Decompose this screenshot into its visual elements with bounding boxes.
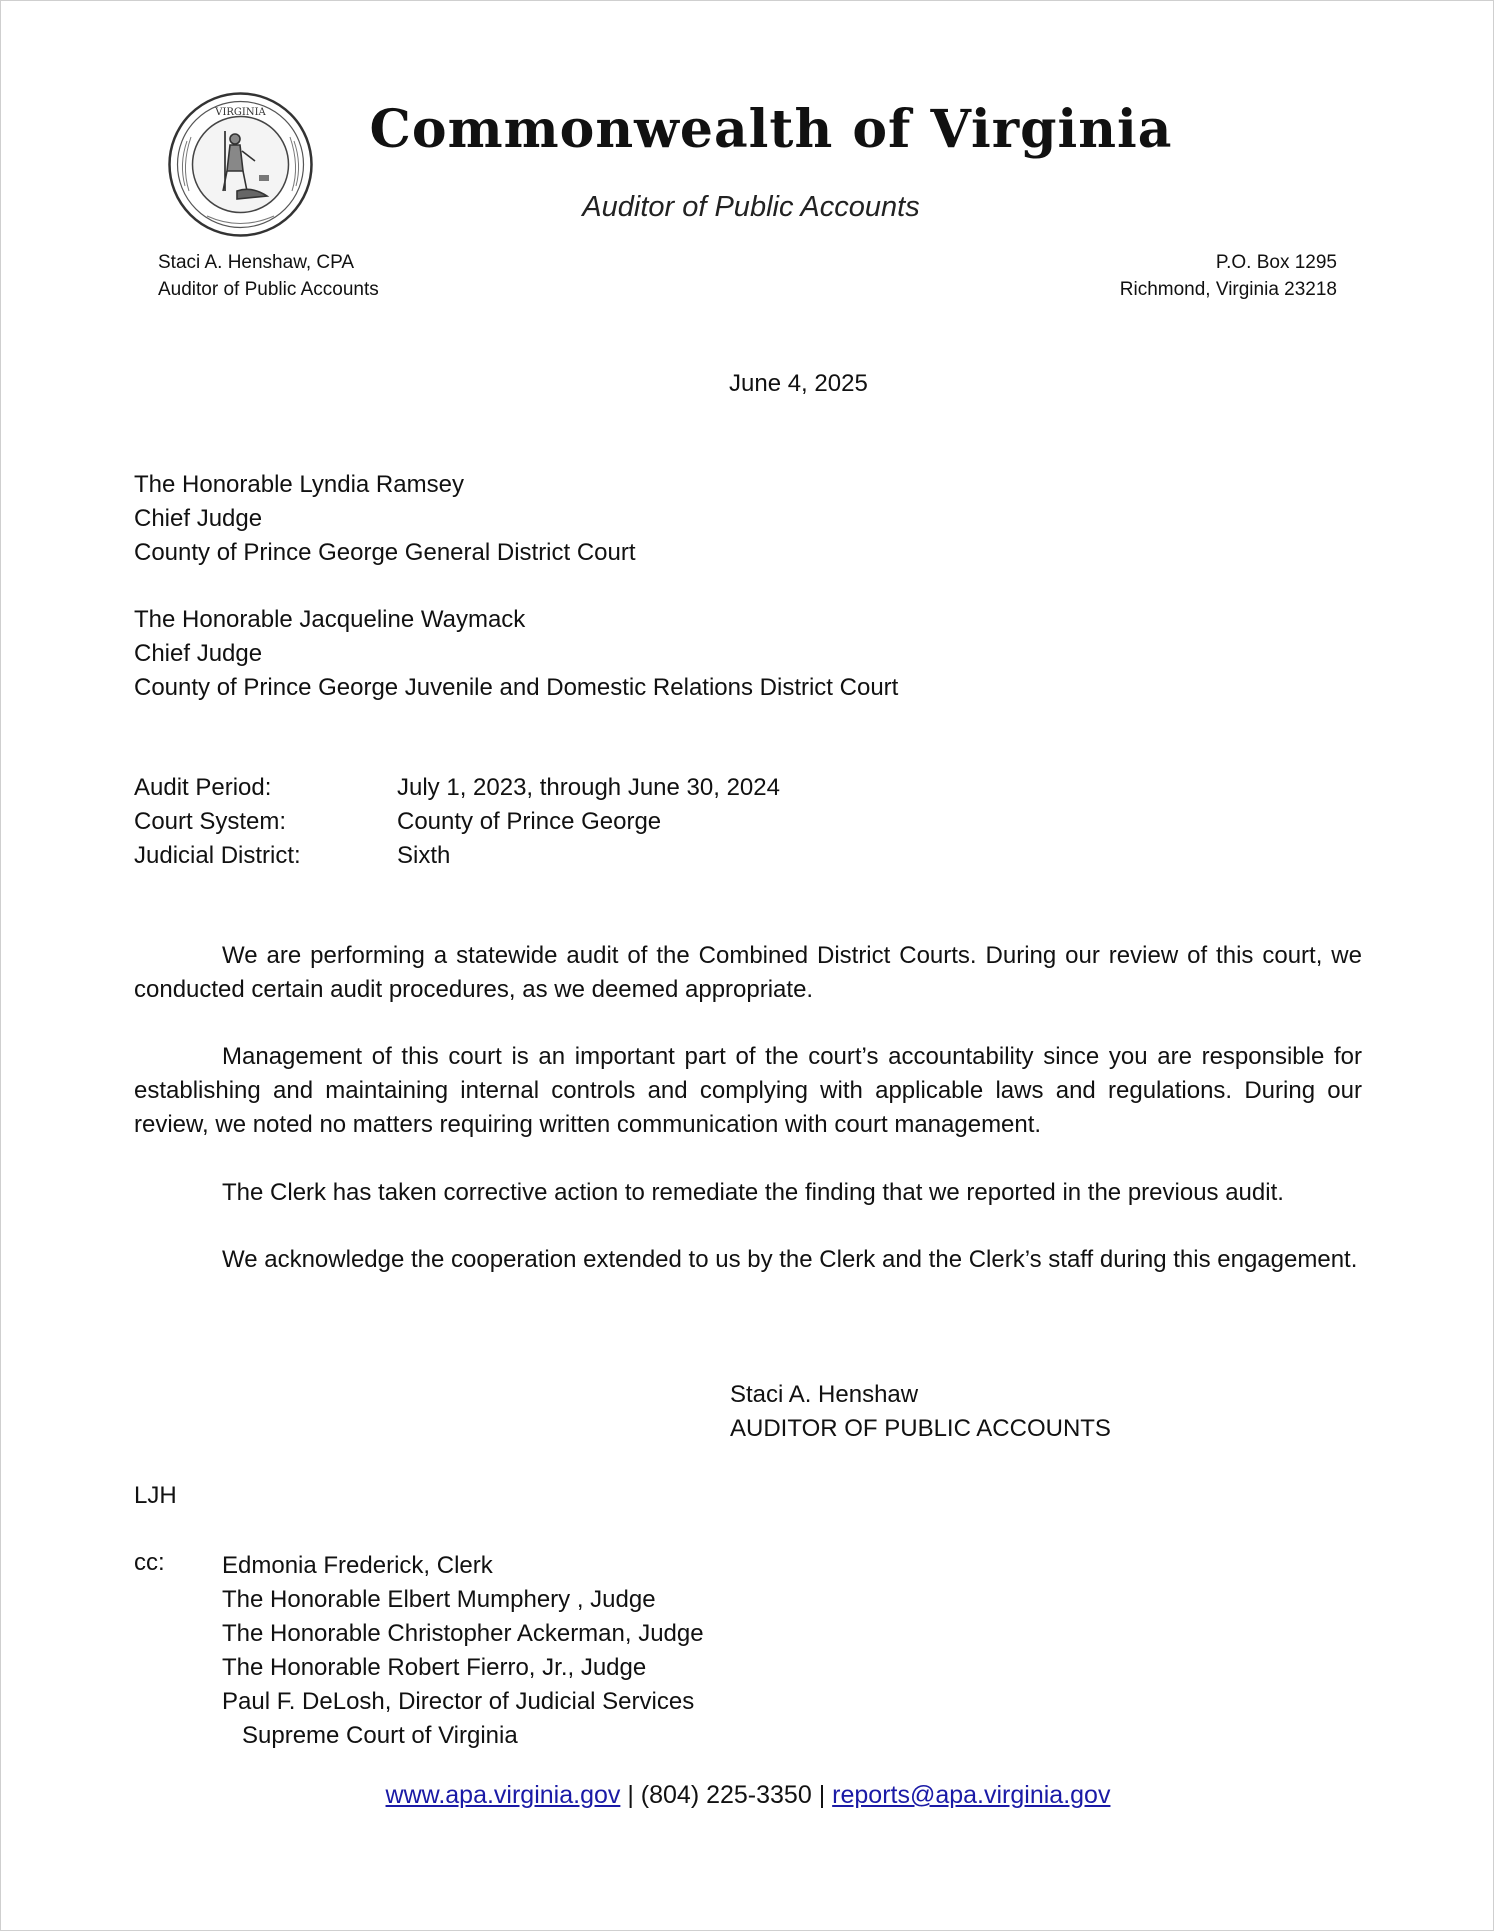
- audit-info-row: [134, 771, 780, 805]
- letterhead-subtitle: Auditor of Public Accounts: [582, 191, 920, 223]
- phone-number: (804) 225-3350: [640, 1781, 812, 1809]
- addressee-name: The Honorable Jacqueline Waymack: [134, 606, 526, 633]
- addressee-court: County of Prince George Juvenile and Domestic Relations District Court: [134, 674, 899, 701]
- seal-text: VIRGINIA: [215, 107, 266, 118]
- addressee-court: County of Prince George General District Court: [134, 539, 636, 566]
- audit-info: [134, 771, 780, 873]
- body-paragraph: We are performing a statewide audit of the Combined District Courts. During our review of this court, we conducted certain audit procedures, as we deemed appropriate.: [134, 942, 1362, 1003]
- website-link[interactable]: www.apa.virginia.gov: [385, 1781, 621, 1809]
- cc-recipient: The Honorable Christopher Ackerman, Judge: [222, 1620, 704, 1647]
- letterhead-title: Commonwealth of Virginia: [369, 99, 1173, 160]
- sender-title: Auditor of Public Accounts: [158, 279, 379, 300]
- cc-recipient: Paul F. DeLosh, Director of Judicial Services: [222, 1688, 695, 1715]
- addressee-title: Chief Judge: [134, 640, 263, 667]
- body-paragraph: We acknowledge the cooperation extended to us by the Clerk and the Clerk’s staff during this engagement.: [222, 1246, 1358, 1273]
- footer: [1, 1781, 1494, 1810]
- signature-block: [730, 1378, 1111, 1446]
- audit-info-value: July 1, 2023, through June 30, 2024: [397, 774, 780, 801]
- sender-name: Staci A. Henshaw, CPA: [158, 252, 355, 273]
- sender-block: [158, 249, 379, 303]
- audit-info-value: County of Prince George: [397, 808, 662, 835]
- addressee-name: The Honorable Lyndia Ramsey: [134, 471, 464, 498]
- cc-recipient-affiliation: Supreme Court of Virginia: [242, 1722, 518, 1749]
- signer-name: Staci A. Henshaw: [730, 1381, 919, 1408]
- cc-recipient: Edmonia Frederick, Clerk: [222, 1552, 493, 1579]
- cc-recipient: The Honorable Robert Fierro, Jr., Judge: [222, 1654, 647, 1681]
- po-box: P.O. Box 1295: [1215, 252, 1337, 273]
- mailing-address: [1120, 249, 1337, 303]
- body-paragraph: The Clerk has taken corrective action to remediate the finding that we reported in the previous audit.: [222, 1179, 1284, 1206]
- signer-title: AUDITOR OF PUBLIC ACCOUNTS: [730, 1415, 1111, 1442]
- audit-info-row: [134, 805, 780, 839]
- city-state-zip: Richmond, Virginia 23218: [1119, 279, 1337, 300]
- letter-date: June 4, 2025: [729, 370, 868, 397]
- addressee-block: [134, 603, 898, 705]
- cc-list: [222, 1549, 704, 1753]
- body-paragraph: Management of this court is an important part of the court’s accountability since you are responsible for establishing and maintaining internal controls and complying with applicable laws and regulations. During our review, we noted no matters requiring written communication with court management.: [134, 1043, 1362, 1138]
- cc-label: cc:: [134, 1549, 165, 1576]
- audit-info-row: [134, 839, 780, 873]
- audit-info-label: Judicial District:: [134, 842, 301, 869]
- email-link[interactable]: reports@apa.virginia.gov: [832, 1781, 1111, 1809]
- cc-recipient: The Honorable Elbert Mumphery , Judge: [222, 1586, 656, 1613]
- audit-info-value: Sixth: [397, 842, 451, 869]
- footer-separator: |: [627, 1781, 634, 1809]
- audit-info-label: Court System:: [134, 808, 287, 835]
- audit-info-label: Audit Period:: [134, 774, 272, 801]
- typist-initials: LJH: [134, 1482, 177, 1509]
- addressee-block: [134, 468, 636, 570]
- footer-separator: |: [818, 1781, 826, 1809]
- addressee-title: Chief Judge: [134, 505, 263, 532]
